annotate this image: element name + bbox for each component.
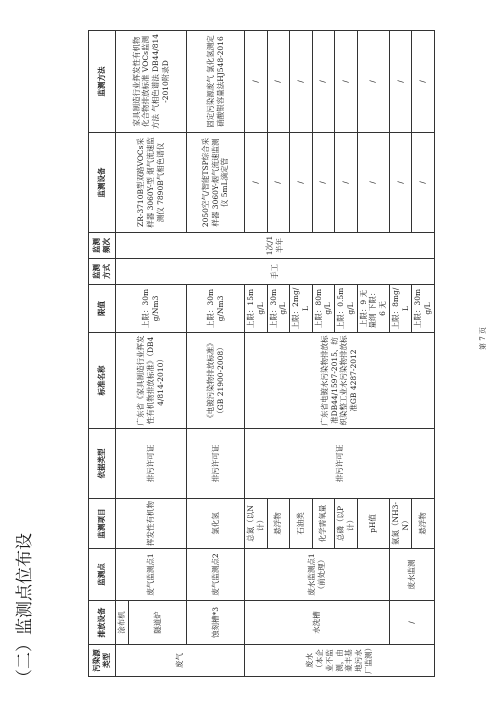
header-item: 监测项目 — [89, 499, 116, 549]
cell-item: 氨氮（NH3-N） — [389, 499, 412, 549]
cell-point: 废气监测点1 — [116, 549, 187, 601]
cell-source: 涂布机 — [116, 601, 129, 645]
cell-limit: 上限：15mg/L — [245, 285, 268, 333]
cell-device: 2050空气/智能TSP综合采样器 3060Y-烟气流速监测仪 5mL滴定管 — [187, 133, 245, 233]
cell-limit: 上限：0.5mg/L — [335, 285, 358, 333]
cell-method: / — [357, 31, 389, 133]
table-row — [116, 31, 129, 677]
cell-limit: 上限：30mg/L — [412, 285, 435, 333]
cell-item: 石油类 — [290, 499, 313, 549]
cell-method: 固定污染源废气 氯化氢测定 硝酸银容量法HJ548-2016 — [187, 31, 245, 133]
header-device: 监测设备 — [89, 133, 116, 233]
cell-device: / — [245, 133, 268, 233]
header-point: 监测点 — [89, 549, 116, 601]
cell-source: / — [389, 601, 434, 645]
cell-device: / — [357, 133, 389, 233]
cell-method: / — [267, 31, 290, 133]
header-source: 排放设备 — [89, 601, 116, 645]
header-type: 污染源类型 — [89, 645, 116, 677]
cell-method: / — [412, 31, 435, 133]
cell-basis: 排污许可证 — [245, 429, 435, 499]
monitoring-point-table — [88, 30, 435, 677]
cell-source: 隧道炉 — [129, 601, 187, 645]
cell-limit: 上限：2mg/L — [290, 285, 313, 333]
table-row — [187, 31, 245, 677]
header-method: 监测方法 — [89, 31, 116, 133]
cell-point: 废水监测 — [389, 549, 434, 601]
header-mode: 监测方式 — [89, 259, 116, 285]
cell-standard: 广东省《家具制造行业挥发性有机物排放标准》（DB44/814-2010） — [116, 333, 187, 429]
cell-mode: 手工 — [116, 259, 435, 285]
header-limit: 限值 — [89, 285, 116, 333]
cell-method: / — [335, 31, 358, 133]
cell-source: 水洗槽 — [245, 601, 390, 645]
cell-method: / — [389, 31, 412, 133]
header-basis: 依据类型 — [89, 429, 116, 499]
cell-limit: 上限：8mg/L — [389, 285, 412, 333]
section-heading: （二）监测点位布设 — [15, 533, 35, 686]
cell-basis: 排污许可证 — [116, 429, 187, 499]
cell-method: / — [245, 31, 268, 133]
cell-type-water: 废水（本企业不监测，由豪丰基地污水厂监测） — [245, 645, 435, 677]
cell-standard: 《电镀污染物排放标准》（GB 21900-2008） — [187, 333, 245, 429]
cell-basis: 排污许可证 — [187, 429, 245, 499]
cell-standard: 广东省电镀水污染物排放标准DB44/1597-2015、纺织染整工业水污染物排放标准GB 4287-2012 — [245, 333, 435, 429]
cell-device: / — [290, 133, 313, 233]
cell-limit: 上限：30mg/Nm3 — [187, 285, 245, 333]
cell-freq: 1次/1半年 — [116, 233, 435, 259]
table-row — [245, 31, 268, 677]
cell-method: / — [312, 31, 335, 133]
cell-item: 总磷（以P计） — [335, 499, 358, 549]
cell-point: 废气监测点2 — [187, 549, 245, 601]
cell-device: / — [335, 133, 358, 233]
cell-point: 废水监测点1（前处理） — [245, 549, 390, 601]
cell-item: 悬浮物 — [412, 499, 435, 549]
cell-item: 挥发性有机物 — [116, 499, 187, 549]
cell-item: 化学需氧量 — [312, 499, 335, 549]
cell-device: / — [267, 133, 290, 233]
cell-device: / — [412, 133, 435, 233]
page-number: 第 7 页 — [479, 327, 487, 350]
cell-limit: 上限：9 无量纲 下限：6 无 — [357, 285, 389, 333]
cell-limit: 上限：30mg/Nm3 — [116, 285, 187, 333]
cell-item: 氯化氢 — [187, 499, 245, 549]
header-standard: 标准名称 — [89, 333, 116, 429]
cell-method: / — [290, 31, 313, 133]
header-row — [89, 31, 116, 677]
cell-device: ZR-3710B型双路VOCs采样器 3060Y-型 烟气流速监测仪 7890B气相色谱仪 — [116, 133, 187, 233]
cell-limit: 上限：30mg/L — [267, 285, 290, 333]
cell-limit: 上限：80mg/L — [312, 285, 335, 333]
cell-item: 悬浮物 — [267, 499, 290, 549]
cell-device: / — [312, 133, 335, 233]
header-freq: 监测频次 — [89, 233, 116, 259]
cell-type-gas: 废气 — [116, 645, 245, 677]
cell-device: / — [389, 133, 412, 233]
cell-item: pH值 — [357, 499, 389, 549]
cell-item: 总氮（以N计） — [245, 499, 268, 549]
monitoring-table-container — [88, 31, 488, 677]
cell-source: 蚀刻槽*3 — [187, 601, 245, 645]
cell-method: 家具制造行业挥发性有机物化合物排放标准 VOCs监测方法 气相色谱法 DB44/814-2010附录D — [116, 31, 187, 133]
